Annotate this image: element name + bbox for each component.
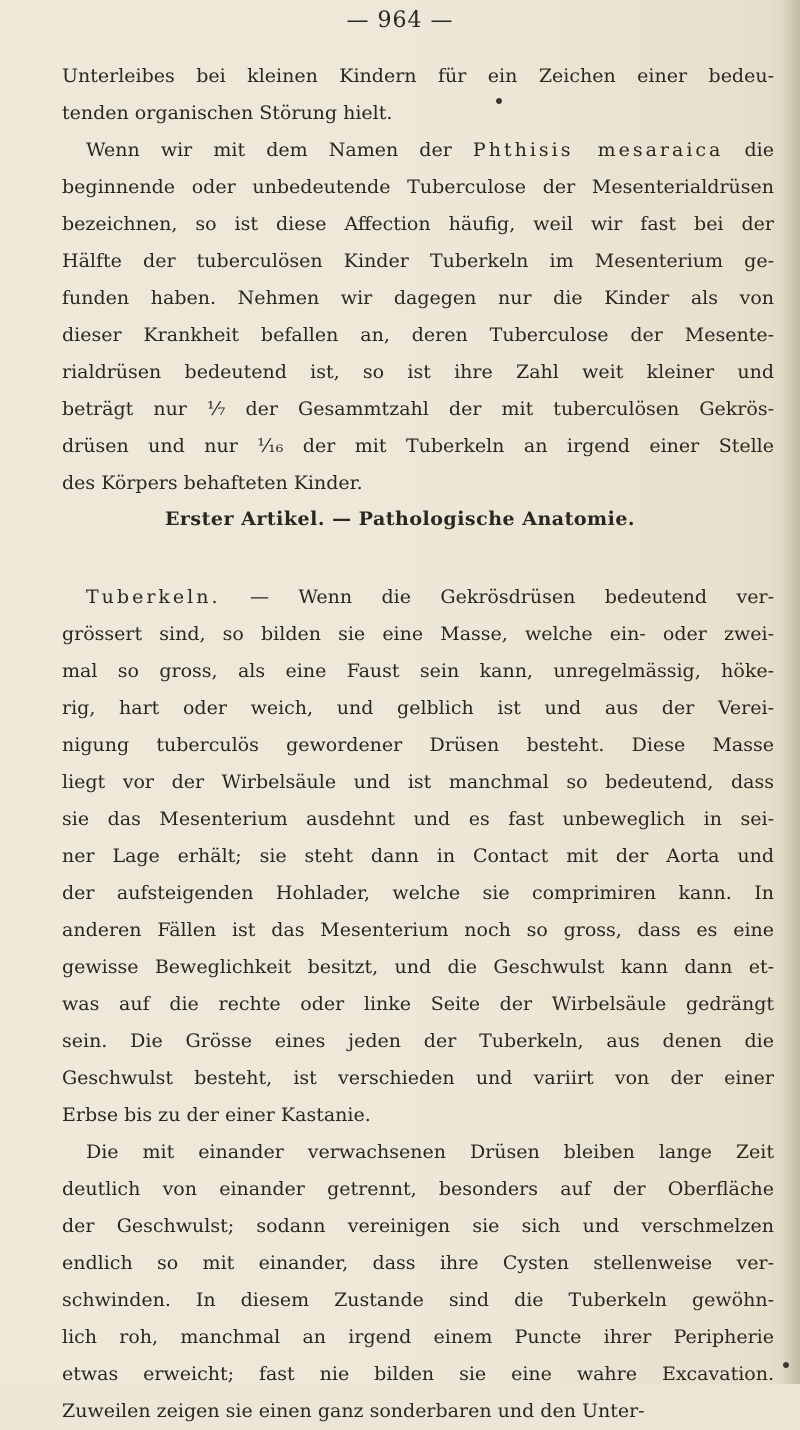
ink-speck: [496, 98, 502, 104]
text-line: ner Lage erhält; sie steht dann in Contact mit der Aorta und: [62, 845, 774, 867]
text-line: Die mit einander verwachsenen Drüsen bleiben lange Zeit: [86, 1141, 774, 1163]
text-line: endlich so mit einander, dass ihre Cysten stellenweise ver-: [62, 1252, 774, 1274]
text-line: des Körpers behafteten Kinder.: [62, 472, 363, 494]
text-line: Zuweilen zeigen sie einen ganz sonderbaren und den Unter-: [62, 1400, 645, 1422]
paragraph-drusen: [62, 1134, 774, 1430]
text-line: bezeichnen, so ist diese Affection häufig, weil wir fast bei der: [62, 213, 774, 235]
spaced-term: Tuberkeln.: [86, 586, 221, 608]
text-line: Erbse bis zu der einer Kastanie.: [62, 1104, 371, 1126]
text-line: liegt vor der Wirbelsäule und ist manchmal so bedeutend, dass: [62, 771, 774, 793]
section-heading: Erster Artikel. — Pathologische Anatomie.: [164, 508, 636, 530]
text-line: Hälfte der tuberculösen Kinder Tuberkeln im Mesenterium ge-: [62, 250, 774, 272]
text-line: nigung tuberculös gewordener Drüsen besteht. Diese Masse: [62, 734, 774, 756]
text-line: anderen Fällen ist das Mesenterium noch so gross, dass es eine: [62, 919, 774, 941]
text-line: Wenn wir mit dem Namen der Phthisis mesaraica die: [86, 139, 774, 161]
text-line: tenden organischen Störung hielt.: [62, 102, 393, 124]
text-line: sie das Mesenterium ausdehnt und es fast unbeweglich in sei-: [62, 808, 774, 830]
text-line: Geschwulst besteht, ist verschieden und variirt von der einer: [62, 1067, 774, 1089]
text-line: etwas erweicht; fast nie bilden sie eine wahre Excavation.: [62, 1363, 774, 1385]
paragraph-tuberkeln: [62, 579, 774, 1134]
text-line: mal so gross, als eine Faust sein kann, unregelmässig, höke-: [62, 660, 774, 682]
page-number: — 964 —: [346, 8, 454, 33]
text-line: grössert sind, so bilden sie eine Masse, welche ein- oder zwei-: [62, 623, 774, 645]
spaced-term: Phthisis mesaraica: [472, 139, 724, 161]
page-edge-shadow: [782, 0, 800, 1384]
text-line: der Geschwulst; sodann vereinigen sie sich und verschmelzen: [62, 1215, 774, 1237]
text-line: sein. Die Grösse eines jeden der Tuberkeln, aus denen die: [62, 1030, 774, 1052]
text-line: was auf die rechte oder linke Seite der Wirbelsäule gedrängt: [62, 993, 774, 1015]
text-line: der aufsteigenden Hohlader, welche sie comprimiren kann. In: [62, 882, 774, 904]
text-line: schwinden. In diesem Zustande sind die Tuberkeln gewöhn-: [62, 1289, 774, 1311]
text-line: beträgt nur ¹⁄₇ der Gesammtzahl der mit tuberculösen Gekrös-: [62, 398, 774, 420]
text-line: beginnende oder unbedeutende Tuberculose der Mesenterialdrüsen: [62, 176, 774, 198]
ink-speck: [783, 1362, 789, 1368]
text-line: gewisse Beweglichkeit besitzt, und die Geschwulst kann dann et-: [62, 956, 774, 978]
paragraph-phthisis: [62, 132, 774, 502]
text-line: lich roh, manchmal an irgend einem Puncte ihrer Peripherie: [62, 1326, 774, 1348]
text-line: rig, hart oder weich, und gelblich ist und aus der Verei-: [62, 697, 774, 719]
text-line: Tuberkeln. — Wenn die Gekrösdrüsen bedeutend ver-: [86, 586, 774, 608]
text-line: dieser Krankheit befallen an, deren Tuberculose der Mesente-: [62, 324, 774, 346]
text-line: Unterleibes bei kleinen Kindern für ein Zeichen einer bedeu-: [62, 65, 774, 87]
text-line: drüsen und nur ¹⁄₁₆ der mit Tuberkeln an irgend einer Stelle: [62, 435, 774, 457]
paragraph-continuation: [62, 58, 774, 132]
text-line: funden haben. Nehmen wir dagegen nur die Kinder als von: [62, 287, 774, 309]
text-line: deutlich von einander getrennt, besonders auf der Oberfläche: [62, 1178, 774, 1200]
text-line: rialdrüsen bedeutend ist, so ist ihre Zahl weit kleiner und: [62, 361, 774, 383]
